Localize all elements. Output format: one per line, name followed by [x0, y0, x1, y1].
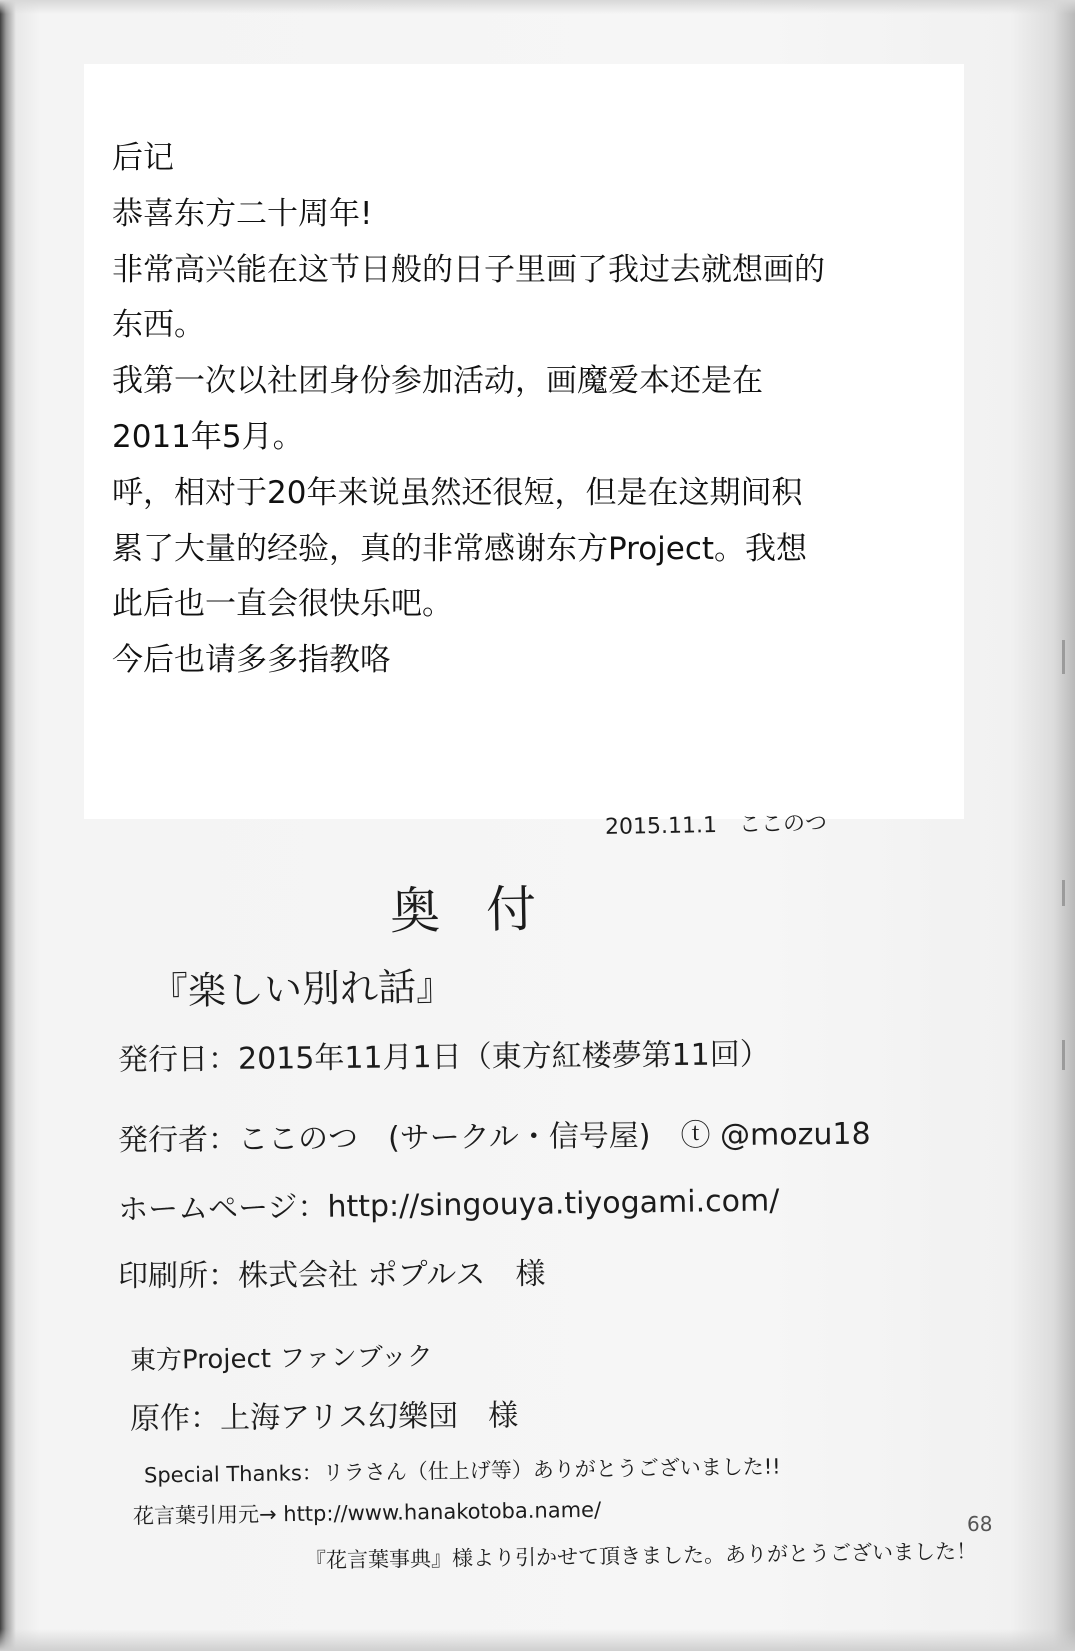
afterword-heading: 后记: [112, 140, 174, 176]
edge-mark: [1062, 640, 1065, 674]
fanbook-label: 東方Project ファンブック: [129, 1341, 434, 1377]
publisher: 発行者：ここのつ (サークル・信号屋) ⓣ @mozu18: [117, 1116, 871, 1159]
printer: 印刷所：株式会社 ポプルス 様: [117, 1256, 546, 1295]
afterword-line: 今后也请多多指教咯: [112, 642, 391, 678]
page-bottom-shadow: [0, 1629, 1075, 1651]
homepage-url: ホームページ：http://singouya.tiyogami.com/: [117, 1183, 780, 1228]
afterword-line: 2011年5月。: [112, 419, 304, 455]
afterword-line: 此后也一直会很快乐吧。: [112, 586, 453, 622]
dictionary-credit: 『花言葉事典』様より引かせて頂きました。ありがとうございました！: [304, 1539, 978, 1573]
publication-date: 発行日：2015年11月1日（東方紅楼夢第11回）: [117, 1037, 770, 1078]
afterword-line: 我第一次以社团身份参加活动，画魔爱本还是在: [112, 363, 763, 399]
special-thanks: Special Thanks：リラさん（仕上げ等）ありがとうございました!!: [143, 1454, 781, 1488]
page-top-shadow: [0, 0, 1075, 14]
signature-date: 2015.11.1 ここのつ: [604, 811, 828, 840]
afterword-line: 东西。: [112, 307, 205, 343]
colophon-title: 奥付: [389, 879, 583, 941]
book-title: 『楽しい別れ話』: [149, 964, 455, 1014]
original-work-credit: 原作：上海アリス幻樂団 様: [129, 1398, 519, 1437]
afterword-line: 呼，相对于20年来说虽然还很短，但是在这期间积: [112, 475, 803, 511]
hanakotoba-source: 花言葉引用元→ http://www.hanakotoba.name/: [132, 1497, 602, 1529]
page-number: 68: [967, 1512, 993, 1536]
afterword-line: 非常高兴能在这节日般的日子里画了我过去就想画的: [112, 252, 825, 288]
edge-mark: [1062, 880, 1065, 906]
afterword-line: 恭喜东方二十周年!: [112, 196, 373, 232]
edge-mark: [1062, 1040, 1065, 1070]
afterword-line: 累了大量的经验，真的非常感谢东方Project。我想: [112, 531, 808, 567]
